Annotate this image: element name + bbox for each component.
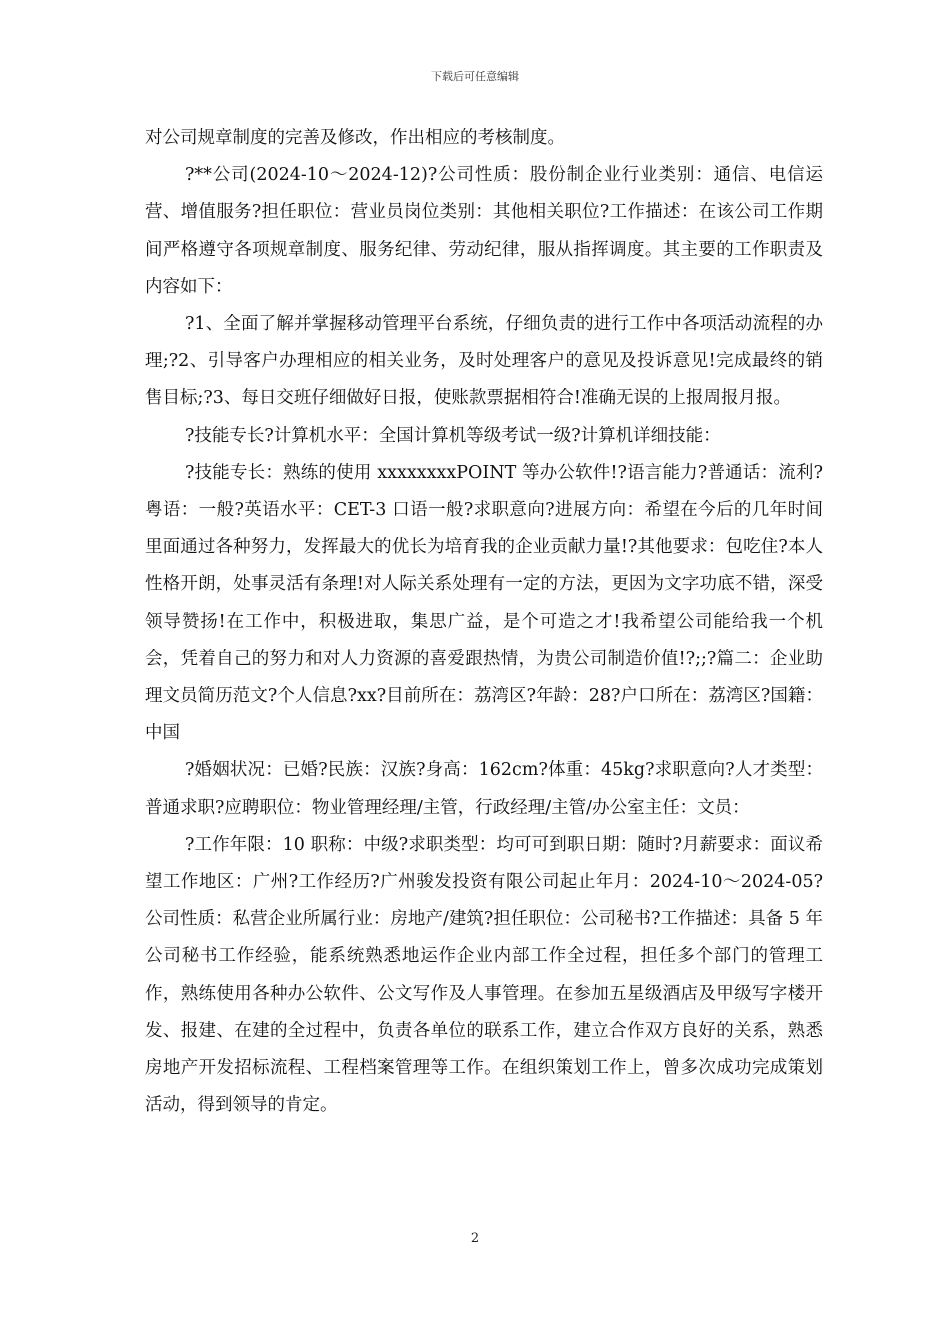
page-number: 2 (470, 1231, 480, 1246)
paragraph-continuation: 对公司规章制度的完善及修改，作出相应的考核制度。 (145, 128, 565, 148)
paragraph-work-history: ?工作年限：10 职称：中级?求职类型：均可可到职日期：随时?月薪要求：面议希望工作地区：广州?工作经历?广州骏发投资有限公司起止年月：2024-10～2024-05?公司性质：私营企业所属行业：房地产/建筑?担任职位：公司秘书?工作描述：具备 5 年公司秘书工作经验，能系统熟悉地运作企业内部工作全过程，担任多个部门的管理工作，熟练使用各种办公软件、公文写作及人事管理。在参加五星级酒店及甲级写字楼开发、报建、在建的全过程中，负责各单位的联系工作，建立合作双方良好的关系，熟悉房地产开发招标流程、工程档案管理等工作。在组织策划工作上，曾多次成功完成策划活动，得到领导的肯定。 (145, 834, 823, 1116)
document-body (145, 120, 823, 1124)
paragraph-computer-skills: ?技能专长?计算机水平：全国计算机等级考试一级?计算机详细技能： (185, 425, 721, 446)
paragraph-personal-info: ?婚姻状况：已婚?民族：汉族?身高：162cm?体重：45kg?求职意向?人才类型：普通求职?应聘职位：物业管理经理/主管，行政经理/主管/办公室主任：文员： (145, 760, 823, 818)
paragraph-company-experience: ?**公司(2024-10～2024-12)?公司性质：股份制企业行业类别：通信、电信运营、增值服务?担任职位：营业员岗位类别：其他相关职位?工作描述：在该公司工作期间严格遵守各项规章制度、服务纪律、劳动纪律，服从指挥调度。其主要的工作职责及内容如下： (145, 165, 823, 297)
page-header: 下载后可任意编辑 (431, 70, 519, 83)
paragraph-skills-and-intent: ?技能专长：熟练的使用 xxxxxxxxPOINT 等办公软件!?语言能力?普通话：流利?粤语：一般?英语水平：CET-3 口语一般?求职意向?进展方向：希望在今后的几年时间里面通过各种努力，发挥最大的优长为培育我的企业贡献力量!?其他要求：包吃住?本人性格开朗，处事灵活有条理!对人际关系处理有一定的方法，更因为文字功底不错，深受领导赞扬!在工作中，积极进取，集思广益，是个可造之才!我希望公司能给我一个机会，凭着自己的努力和对人力资源的喜爱跟热情，为贵公司制造价值!?;;?篇二：企业助理文员简历范文?个人信息?xx?目前所在：荔湾区?年龄：28?户口所在：荔湾区?国籍：中国 (145, 462, 823, 744)
paragraph-job-duties: ?1、全面了解并掌握移动管理平台系统，仔细负责的进行工作中各项活动流程的办理;?2、引导客户办理相应的相关业务，及时处理客户的意见及投诉意见!完成最终的销售目标;?3、每日交班仔细做好日报，使账款票据相符合!准确无误的上报周报月报。 (145, 314, 823, 409)
